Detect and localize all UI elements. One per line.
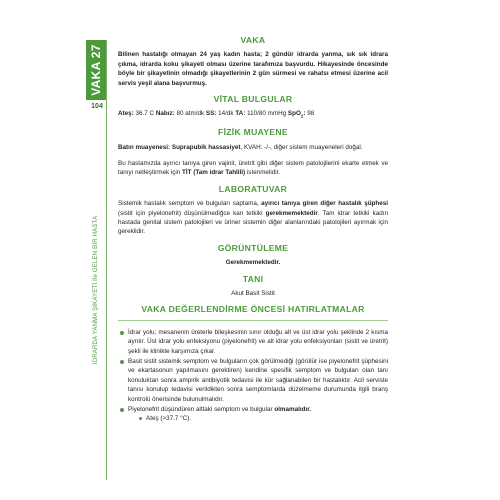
vaka-text: Bilinen hastalığı olmayan 24 yaş kadın hasta; 2 gündür idrarda yanma, sık sık idrara çıkma, idrarda koku şikayeti olması üzerine tarafımıza başvurdu. Hikayesinde öncesinde böyle bir şikayetinin olmadığı şikayetlerinin 2 gün sürmesi ve rahatsı etmesi üzerine acil servis yeşil alana başvurmuş. — [118, 51, 388, 87]
vital-signs — [118, 109, 388, 121]
section-divider — [118, 320, 388, 321]
ta-label: TA: — [235, 110, 246, 118]
main-content — [118, 36, 388, 425]
case-number-label: VAKA 27 — [89, 44, 103, 96]
vital-heading: VİTAL BULGULAR — [213, 94, 293, 105]
goruntuleme-heading: GÖRÜNTÜLEME — [217, 242, 289, 253]
case-side-tab — [86, 40, 106, 100]
page-number: 104 — [91, 103, 103, 110]
goruntuleme-text: Gerekmemektedir. — [225, 259, 281, 267]
ss-value: 14/dk — [218, 110, 234, 118]
ta-value: 110/80 mmHg — [247, 110, 287, 118]
spo2-value: 98 — [307, 110, 315, 118]
lab-heading: LABORATUVAR — [218, 183, 288, 194]
tani-heading: TANI — [242, 273, 264, 284]
hatirlatma-heading: VAKA DEĞERLENDİRME ÖNCESİ HATIRLATMALAR — [141, 304, 365, 315]
reminder-subitem-1: Ateş (>37.7 °C). — [138, 414, 388, 423]
reminder-item-2: Basit sistit sistemik semptom ve bulguların çok görülmediği (görülür ise piyelonefrit şüphesini ve ekartasonun yapılmasını gerektiren) kendine spesifik semptom ve bulguları olan tanı konuluktan sonra ampirik antibiyotik tedavisi ile kür sağlanabilen bir hastalıktır. Acil serviste tanısı konulup tedavisi verildikten sonra semptomlarda düzelmeme durumunda ilgili branş kontrolü önerisinde bulunulmalıdır. — [118, 357, 388, 404]
ss-label: SS: — [205, 110, 217, 118]
reminder-item-1: İdrar yolu; mesanenin üreterle bileşkesinin sınır olduğu alt ve üst idrar yolu şeklinde 2 kısma ayrılır. Üst idrar yolu enfeksiyonu (piyelonefrit) ve alt idrar yolu enfeksiyonları (sistit ve üretrit) şekli ile klinikte karşımıza çıkar. — [118, 328, 388, 356]
nabiz-label: Nabız: — [155, 110, 175, 118]
chapter-title: İDRARDA YANMA ŞİKAYETİ İle GELEN BİR HASTA — [93, 215, 99, 365]
vaka-heading: VAKA — [240, 35, 266, 45]
tani-text: Akut Basit Sistit — [231, 289, 275, 297]
ates-value: 36.7 C — [135, 110, 155, 118]
fizik-batin-text: Batın muayenesi: Suprapubik hassasiyet, KVAH: -/-, diğer sistem muayeneleri doğal. — [118, 143, 363, 151]
reminder-item-3: Piyelonefrit düşündüren alttaki semptom ve bulgular olmamalıdır. Ateş (>37.7 °C). — [118, 405, 388, 424]
nabiz-value: 80 atm/dk — [176, 110, 205, 118]
reminder-list — [118, 328, 388, 424]
reminder-sublist — [128, 414, 388, 423]
ates-label: Ateş: — [118, 110, 134, 118]
spo2-label: SpO$_2$: — [287, 110, 306, 119]
side-rule — [106, 40, 107, 480]
lab-text: Sistemik hastalık semptom ve bulguları saptama, ayırıcı tanıya giren diğer hastalık şüphesi (sistit için piyelonefrit) düşünülmediğce kan tetkiki gerekmemektedir. Tam idrar tetkiki kadın hastada genital sistem patolojileri ve üriner sistemin diğer alanlarındaki patolojileri ayırmak için gereklidir. — [118, 200, 388, 236]
fizik-ayirici-text: Bu hastamızda ayırıcı tanıya giren vajinit, üretrit gibi diğer sistem patolojilerini ekarte etmek ve tanıyı netleştirmek için TİT (Tam idrar Tahlili) istenmelidir. — [118, 159, 388, 177]
fizik-heading: FİZİK MUAYENE — [218, 127, 288, 138]
